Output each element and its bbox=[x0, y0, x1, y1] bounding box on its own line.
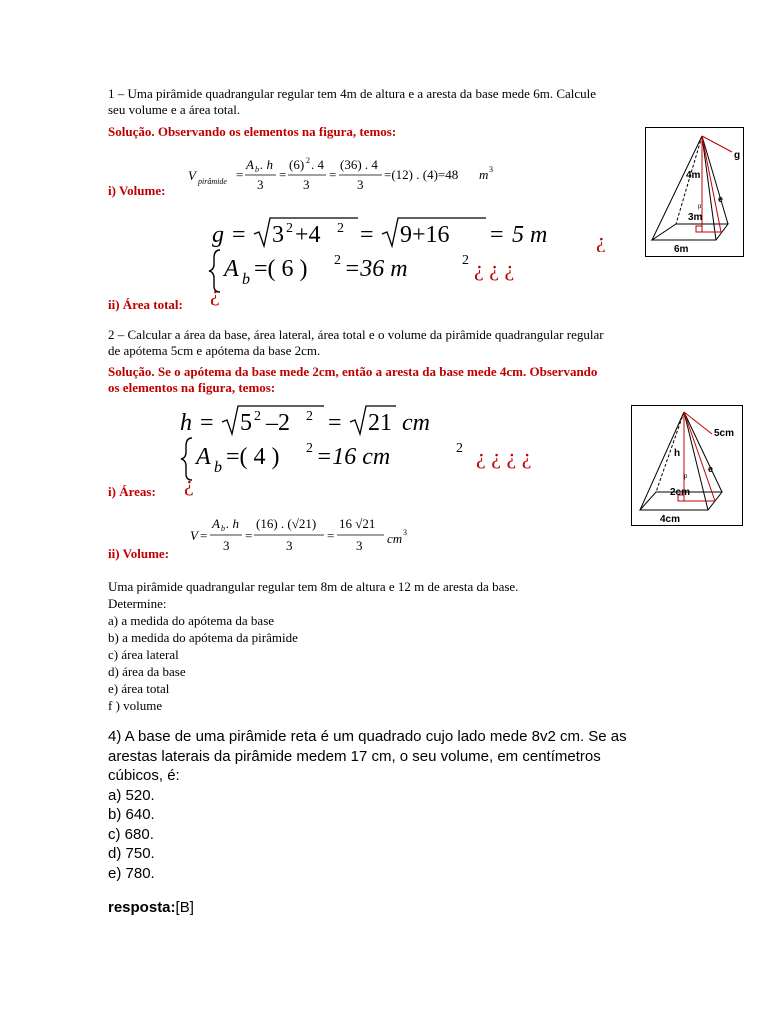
svg-text:=: = bbox=[200, 410, 214, 436]
ab1-exp: 2 bbox=[334, 253, 341, 268]
problem2-line2: de apótema 5cm e apótema da base 2cm. bbox=[108, 343, 321, 358]
ab2-unit-exp: 2 bbox=[456, 441, 463, 456]
problem4-option-c: c) 680. bbox=[108, 825, 154, 843]
frac3-num: (36) . 4 bbox=[340, 157, 378, 172]
v2-den3: 3 bbox=[356, 538, 363, 553]
answer-value: [B] bbox=[175, 899, 194, 916]
h-exp1: 2 bbox=[254, 409, 261, 424]
problem3-line1: Uma pirâmide quadrangular regular tem 8m de altura e 12 m de aresta da base. bbox=[108, 579, 519, 594]
problem3-item-a: a) a medida do apótema da base bbox=[108, 613, 275, 628]
problem1-line2: seu volume e a área total. bbox=[108, 102, 241, 117]
pyramid-figure-1 bbox=[645, 127, 744, 257]
fig2-ap-label: 5cm bbox=[714, 428, 735, 439]
fig1-g-label: g bbox=[734, 150, 741, 161]
v2-den1: 3 bbox=[223, 538, 230, 553]
problem2-volume-label: ii) Volume: bbox=[108, 546, 170, 561]
frac1-num-rest: . h bbox=[260, 157, 273, 172]
v2-v: V bbox=[190, 528, 198, 543]
problem2-line1: 2 – Calcular a área da base, área lateral, área total e o volume da pirâmide quadrangular regular bbox=[108, 327, 604, 342]
frac2-den: 3 bbox=[303, 177, 310, 192]
problem3-item-e: e) área total bbox=[108, 681, 170, 696]
problem4-option-a: a) 520. bbox=[108, 786, 155, 804]
problem1-area-q: ¿ bbox=[210, 281, 220, 306]
ab2-result: =16 cm bbox=[316, 444, 391, 470]
svg-text:=: = bbox=[360, 222, 374, 248]
h-exp2: 2 bbox=[306, 409, 313, 424]
frac2-exp: 2 bbox=[306, 156, 310, 165]
problem4-option-b: b) 640. bbox=[108, 806, 155, 823]
formula-v: V bbox=[188, 168, 196, 183]
svg-text:=: = bbox=[327, 528, 335, 543]
formula-v-sub: pirâmide bbox=[198, 177, 227, 186]
ab2-exp: 2 bbox=[306, 441, 313, 456]
h-rad1: 5 bbox=[240, 410, 252, 436]
answer-label: resposta: bbox=[108, 899, 176, 916]
v2-unit-exp: 3 bbox=[403, 528, 407, 537]
v2-num1: A bbox=[212, 516, 220, 531]
g-result: 5 m bbox=[512, 222, 548, 248]
v2-den2: 3 bbox=[286, 538, 293, 553]
formula-unit: m bbox=[479, 167, 489, 182]
problem1-area-label: ii) Área total: bbox=[108, 297, 183, 312]
problem3-item-b: b) a medida do apótema da pirâmide bbox=[108, 630, 298, 645]
problem2-areas-label: i) Áreas: bbox=[108, 484, 156, 499]
h-minus: –2 bbox=[266, 410, 290, 436]
problem2-solution bbox=[108, 364, 668, 396]
problem2-solution-line1: Solução. Se o apótema da base mede 2cm, então a aresta da base mede 4cm. Observando bbox=[108, 364, 598, 379]
fig2-e-label: e bbox=[708, 464, 714, 474]
g-plus: +4 bbox=[295, 222, 321, 248]
v2-num1-sub: b bbox=[221, 524, 225, 533]
problem2-statement bbox=[108, 327, 668, 359]
problem3-item-c: c) área lateral bbox=[108, 647, 179, 662]
svg-text:=: = bbox=[329, 167, 337, 182]
problem4-option-e: e) 780. bbox=[108, 864, 155, 882]
pyramid-drawing-1 bbox=[646, 128, 743, 256]
ab1-sub: b bbox=[242, 271, 250, 288]
problem1-line1: 1 – Uma pirâmide quadrangular regular tem 4m de altura e a aresta da base mede 6m. Calcule bbox=[108, 86, 597, 101]
problem2-solution-line2: os elementos na figura, temos: bbox=[108, 380, 276, 395]
svg-text:=: = bbox=[232, 222, 246, 248]
g-lhs: g bbox=[212, 222, 224, 248]
fig1-p-label: p bbox=[698, 204, 702, 210]
v2-num3: 16 √21 bbox=[339, 516, 376, 531]
problem1-solution-heading: Solução. Observando os elementos na figura, temos: bbox=[108, 124, 397, 139]
v2-num1-rest: . h bbox=[226, 516, 239, 531]
formula-result: =(12) . (4)=48 bbox=[384, 167, 459, 182]
formula-unit-exp: 3 bbox=[489, 165, 493, 174]
problem3-item-f: f ) volume bbox=[108, 698, 163, 713]
problem1-volume-label: i) Volume: bbox=[108, 183, 166, 198]
g-q: ¿ bbox=[596, 228, 606, 252]
ab2-qq: ¿ ¿ ¿ ¿ bbox=[476, 444, 532, 469]
v2-num2: (16) . (√21) bbox=[256, 516, 317, 531]
frac1-num-a: A bbox=[246, 157, 254, 172]
frac1-num-sub: b bbox=[255, 165, 259, 174]
fig2-p-label: p bbox=[684, 474, 688, 480]
ab1-unit-exp: 2 bbox=[462, 253, 469, 268]
v2-unit: cm bbox=[387, 531, 403, 546]
problem4-answer bbox=[108, 898, 194, 917]
fig1-edge-label: 6m bbox=[674, 244, 689, 255]
frac3-den: 3 bbox=[357, 177, 364, 192]
problem3-line2: Determine: bbox=[108, 596, 167, 611]
frac1-den: 3 bbox=[257, 177, 264, 192]
h-lhs: h bbox=[180, 410, 192, 436]
problem4-block bbox=[108, 727, 668, 883]
problem4-line3: cúbicos, é: bbox=[108, 767, 180, 784]
svg-text:=: = bbox=[236, 167, 244, 182]
frac2-rest: . 4 bbox=[311, 157, 324, 172]
problem2-volume-formula bbox=[188, 510, 428, 558]
ab2-a: A bbox=[196, 444, 211, 470]
svg-text:=: = bbox=[200, 528, 208, 543]
fig2-edge-label: 4cm bbox=[660, 514, 681, 525]
ab1-qq: ¿ ¿ ¿ bbox=[474, 256, 515, 281]
problem4-line1: 4) A base de uma pirâmide reta é um quadrado cujo lado mede 8v2 cm. Se as bbox=[108, 728, 627, 745]
h-unit: cm bbox=[402, 410, 430, 436]
problem1-statement bbox=[108, 86, 668, 118]
ab2-sub: b bbox=[214, 459, 222, 476]
g-rad2: 9+16 bbox=[400, 222, 450, 248]
ab1-a: A bbox=[224, 256, 239, 282]
ab1-rest: =( 6 ) bbox=[254, 256, 308, 282]
ab2-rest: =( 4 ) bbox=[226, 444, 280, 470]
problem1-ab-formula bbox=[206, 244, 546, 294]
problem4-line2: arestas laterais da pirâmide medem 17 cm, o seu volume, em centímetros bbox=[108, 747, 601, 765]
g-exp1: 2 bbox=[286, 221, 293, 236]
svg-text:=: = bbox=[245, 528, 253, 543]
frac2-num: (6) bbox=[289, 157, 305, 172]
fig1-ap-label: 3m bbox=[688, 212, 703, 223]
svg-text:=: = bbox=[328, 410, 342, 436]
fig2-h-label: h bbox=[674, 448, 681, 459]
problem2-ab-formula bbox=[178, 432, 598, 482]
problem3-item-d: d) área da base bbox=[108, 664, 186, 679]
fig1-h-label: 4m bbox=[686, 170, 701, 181]
g-rad1: 3 bbox=[272, 222, 284, 248]
fig2-base-ap-label: 2cm bbox=[670, 487, 691, 498]
svg-text:=: = bbox=[490, 222, 504, 248]
h-rad2: 21 bbox=[368, 410, 392, 436]
svg-text:=: = bbox=[279, 167, 287, 182]
problem3-block bbox=[108, 578, 668, 714]
pyramid-drawing-2 bbox=[632, 406, 742, 525]
fig1-e-label: e bbox=[718, 194, 724, 204]
pyramid-figure-2 bbox=[631, 405, 743, 526]
g-exp2: 2 bbox=[337, 221, 344, 236]
problem4-option-d: d) 750. bbox=[108, 845, 155, 862]
problem2-areas-q: ¿ bbox=[184, 471, 194, 496]
ab1-result: =36 m bbox=[344, 256, 408, 282]
problem1-volume-formula bbox=[186, 154, 506, 198]
